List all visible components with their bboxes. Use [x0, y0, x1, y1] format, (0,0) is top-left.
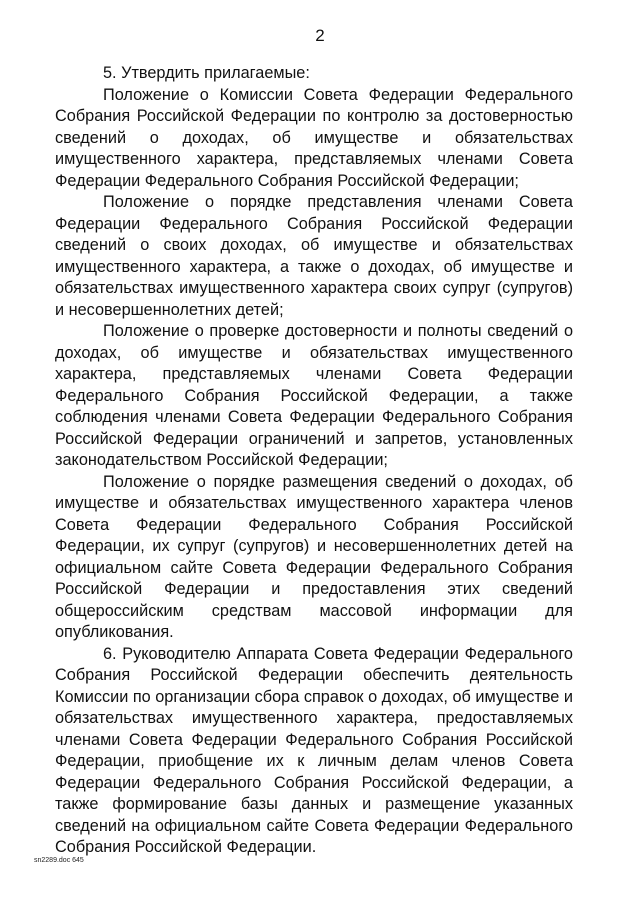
paragraph-submission-procedure: Положение о порядке представления членами Совета Федерации Федерального Собрания Российской Федерации сведений о своих доходах, об имуществе и обязательствах имущественного характера, а также о доходах, об имуществе и обязательствах имущественного характера своих супруг (супругов) и несовершеннолетних детей; [55, 193, 573, 319]
paragraph-item-5-intro: 5. Утвердить прилагаемые: [103, 64, 310, 82]
document-footer-code: sn2289.doc 645 [34, 857, 84, 864]
document-body [55, 63, 573, 859]
page-number: 2 [315, 26, 325, 45]
paragraph-commission-regulation: Положение о Комиссии Совета Федерации Федерального Собрания Российской Федерации по контролю за достоверностью сведений о доходах, об имуществе и обязательствах имущественного характера, представляемых членами Совета Федерации Федерального Собрания Российской Федерации; [55, 85, 573, 190]
paragraph-verification-regulation: Положение о проверке достоверности и полноты сведений о доходах, об имуществе и обязательствах имущественного характера, представляемых членами Совета Федерации Федерального Собрания Российской Федерации, а также соблюдения членами Совета Федерации Федерального Собрания Российской Федерации ограничений и запретов, установленных законодательством Российской Федерации; [55, 322, 573, 469]
paragraph-item-6: 6. Руководителю Аппарата Совета Федерации Федерального Собрания Российской Федерации обеспечить деятельность Комиссии по организации сбора справок о доходах, об имуществе и обязательствах имущественного характера, предоставляемых членами Совета Федерации Федерального Собрания Российской Федерации, приобщение их к личным делам членов Совета Федерации Федерального Собрания Российской Федерации, а также формирование базы данных и размещение указанных сведений на официальном сайте Совета Федерации Федерального Собрания Российской Федерации. [55, 644, 573, 856]
paragraph-publication-procedure: Положение о порядке размещения сведений о доходах, об имуществе и обязательствах имущественного характера членов Совета Федерации Федерального Собрания Российской Федерации, их супруг (супругов) и несовершеннолетних детей на официальном сайте Совета Федерации Федерального Собрания Российской Федерации и предоставления этих сведений общероссийским средствам массовой информации для опубликования. [55, 472, 573, 641]
